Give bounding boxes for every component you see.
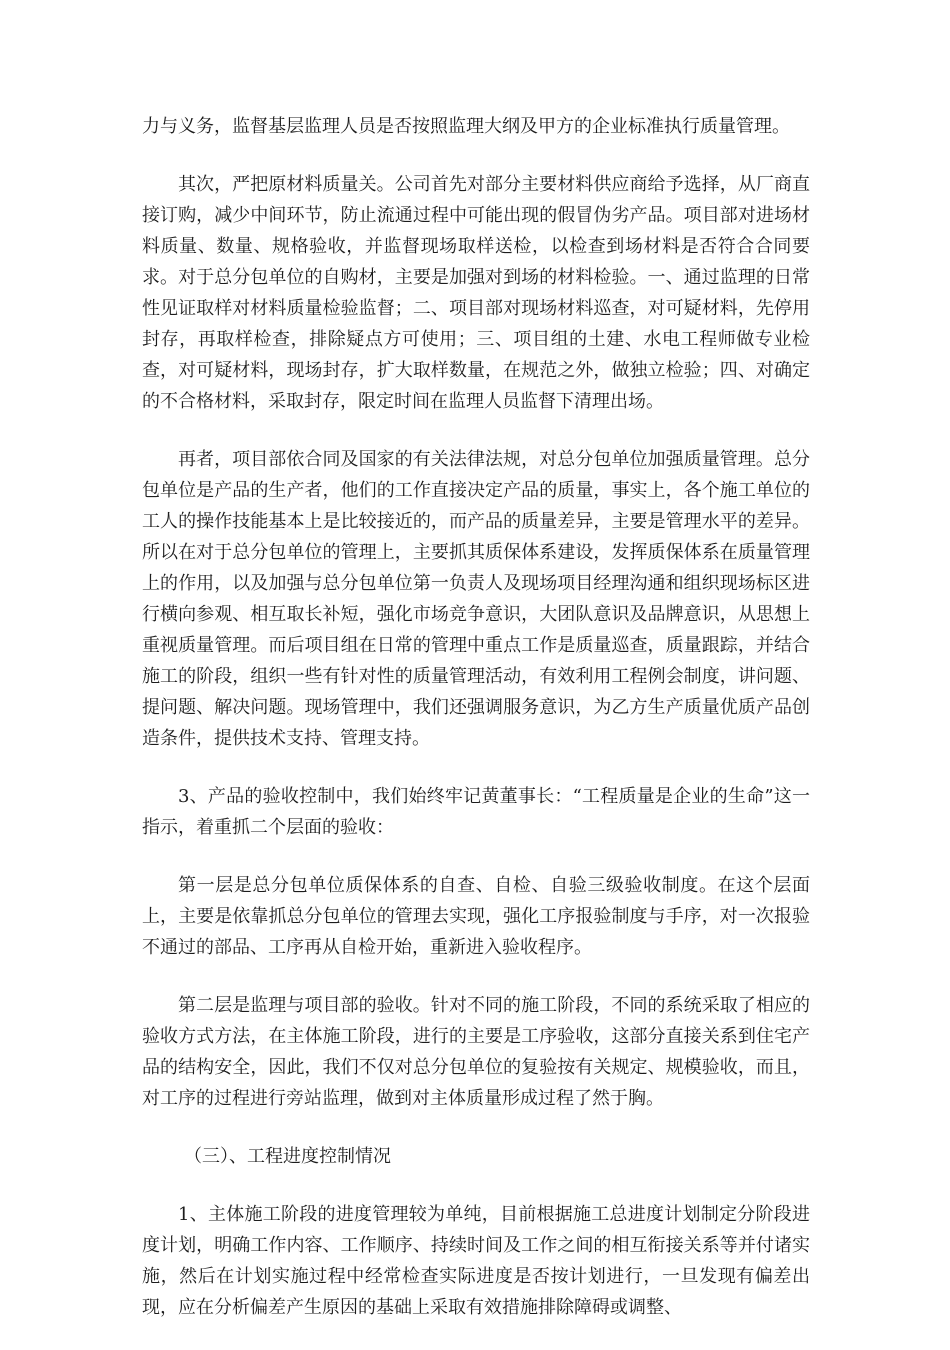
paragraph-schedule-management: 1、主体施工阶段的进度管理较为单纯，目前根据施工总进度计划制定分阶段进度计划，明确工作内容、工作顺序、持续时间及工作之间的相互衔接关系等并付诸实施，然后在计划实施过程中经常检查实际进度是否按计划进行，一旦发现有偏差出现，应在分析偏差产生原因的基础上采取有效措施排除障碍或调整、 — [142, 1204, 810, 1318]
paragraph-raw-materials: 其次，严把原材料质量关。公司首先对部分主要材料供应商给予选择，从厂商直接订购，减少中间环节，防止流通过程中可能出现的假冒伪劣产品。项目部对进场材料质量、数量、规格验收，并监督现场取样送检，以检查到场材料是否符合合同要求。对于总分包单位的自购材，主要是加强对到场的材料检验。一、通过监理的日常性见证取样对材料质量检验监督；二、项目部对现场材料巡查，对可疑材料，先停用封存，再取样检查，排除疑点方可使用；三、项目组的土建、水电工程师做专业检查，对可疑材料，现场封存，扩大取样数量，在规范之外，做独立检验；四、对确定的不合格材料，采取封存，限定时间在监理人员监督下清理出场。 — [142, 174, 810, 412]
document-body — [142, 111, 810, 1350]
paragraph-first-level: 第一层是总分包单位质保体系的自查、自检、自验三级验收制度。在这个层面上，主要是依靠抓总分包单位的管理去实现，强化工序报验制度与手序，对一次报验不通过的部品、工序再从自检开始，重新进入验收程序。 — [142, 875, 810, 958]
paragraph-subcontractor-management: 再者，项目部依合同及国家的有关法律法规，对总分包单位加强质量管理。总分包单位是产品的生产者，他们的工作直接决定产品的质量，事实上，各个施工单位的工人的操作技能基本上是比较接近的，而产品的质量差异，主要是管理水平的差异。所以在对于总分包单位的管理上，主要抓其质保体系建设，发挥质保体系在质量管理上的作用，以及加强与总分包单位第一负责人及现场项目经理沟通和组织现场标区进行横向参观、相互取长补短，强化市场竞争意识，大团队意识及品牌意识，从思想上重视质量管理。而后项目组在日常的管理中重点工作是质量巡查，质量跟踪，并结合施工的阶段，组织一些有针对性的质量管理活动，有效利用工程例会制度，讲问题、提问题、解决问题。现场管理中，我们还强调服务意识，为乙方生产质量优质产品创造条件，提供技术支持、管理支持。 — [142, 449, 810, 749]
paragraph-continued: 力与义务，监督基层监理人员是否按照监理大纲及甲方的企业标准执行质量管理。 — [142, 116, 790, 137]
paragraph-acceptance-control: 3、产品的验收控制中，我们始终牢记黄董事长：“工程质量是企业的生命”这一指示，着重抓二个层面的验收： — [142, 786, 810, 838]
section-heading-schedule-control: （三）、工程进度控制情况 — [184, 1146, 391, 1167]
paragraph-second-level: 第二层是监理与项目部的验收。针对不同的施工阶段，不同的系统采取了相应的验收方式方法，在主体施工阶段，进行的主要是工序验收，这部分直接关系到住宅产品的结构安全，因此，我们不仅对总分包单位的复验按有关规定、规模验收，而且，对工序的过程进行旁站监理，做到对主体质量形成过程了然于胸。 — [142, 995, 810, 1109]
